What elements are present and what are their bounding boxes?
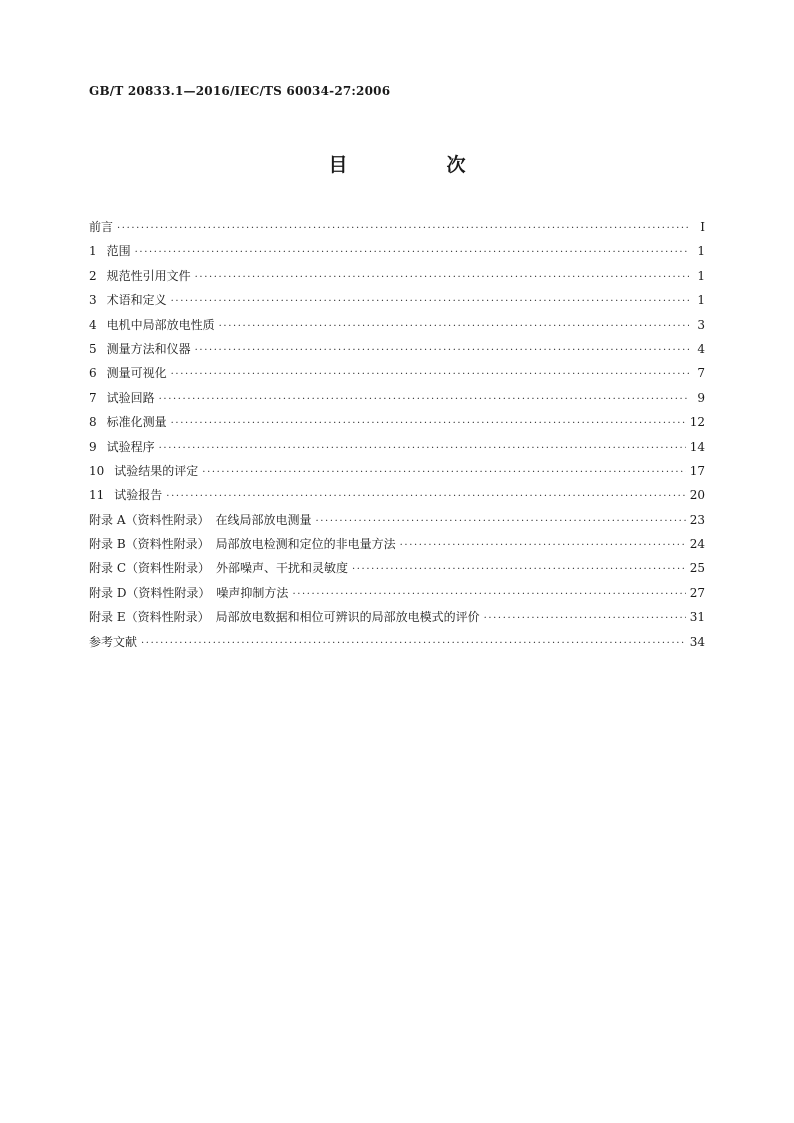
toc-leader-dots <box>141 632 686 656</box>
toc-entry-annex-c[interactable] <box>89 556 705 580</box>
toc-leader-dots <box>219 315 689 339</box>
toc-page-number: 1 <box>697 244 705 259</box>
toc-entry-annex-a[interactable] <box>89 508 705 532</box>
toc-leader-dots <box>135 241 689 265</box>
toc-entry-label: 附录 B（资料性附录） 局部放电检测和定位的非电量方法 <box>89 537 396 552</box>
toc-page-number: 12 <box>689 415 705 430</box>
toc-entry[interactable] <box>89 239 705 263</box>
page-title: 目 次 <box>328 154 506 176</box>
toc-leader-dots <box>117 217 689 241</box>
toc-page-number: 17 <box>689 463 705 478</box>
toc-leader-dots <box>166 485 685 509</box>
toc-page-number: 7 <box>697 366 705 381</box>
toc-leader-dots <box>202 461 685 485</box>
toc-page-number: 3 <box>697 317 705 332</box>
toc-entry-annex-d[interactable] <box>89 581 705 605</box>
toc-entry-label: 附录 E（资料性附录） 局部放电数据和相位可辨识的局部放电模式的评价 <box>89 610 480 625</box>
toc-entry[interactable] <box>89 215 705 239</box>
toc-entry-label: 9 试验程序 <box>89 439 155 454</box>
toc-entry[interactable] <box>89 264 705 288</box>
toc-page-number: 9 <box>697 390 705 405</box>
toc-entry[interactable] <box>89 361 705 385</box>
toc-leader-dots <box>292 583 685 607</box>
toc-page-number: 20 <box>689 488 705 503</box>
toc-leader-dots <box>195 266 689 290</box>
toc-entry[interactable] <box>89 313 705 337</box>
toc-leader-dots <box>315 510 685 534</box>
toc-leader-dots <box>171 412 686 436</box>
toc-entry-label: 11 试验报告 <box>89 488 163 503</box>
toc-page-number: 1 <box>697 293 705 308</box>
toc-page-number: 23 <box>689 512 705 527</box>
toc-entry[interactable] <box>89 337 705 361</box>
toc-page-number: 27 <box>689 585 705 600</box>
toc-entry-label: 3 术语和定义 <box>89 293 167 308</box>
toc-leader-dots <box>400 534 686 558</box>
toc-entry-label: 7 试验回路 <box>89 390 155 405</box>
toc-page-number: 31 <box>689 610 705 625</box>
toc-page-number: 4 <box>697 341 705 356</box>
toc-page-number: 34 <box>689 634 705 649</box>
toc-entry[interactable] <box>89 410 705 434</box>
toc-page-number: 24 <box>689 537 705 552</box>
toc-entry[interactable] <box>89 483 705 507</box>
toc-entry-label: 附录 A（资料性附录） 在线局部放电测量 <box>89 512 312 527</box>
toc-entry[interactable] <box>89 386 705 410</box>
toc-leader-dots <box>171 363 689 387</box>
toc-entry-label: 附录 C（资料性附录） 外部噪声、干扰和灵敏度 <box>89 561 348 576</box>
toc-leader-dots <box>159 437 686 461</box>
toc-leader-dots <box>171 290 689 314</box>
toc-entry-bibliography[interactable] <box>89 630 705 654</box>
toc-entry-label: 前言 <box>89 220 114 234</box>
toc-entry[interactable] <box>89 435 705 459</box>
toc-leader-dots <box>484 607 686 631</box>
standard-code-header: GB/T 20833.1—2016/IEC/TS 60034-27:2006 <box>89 84 391 98</box>
toc-entry-label: 2 规范性引用文件 <box>89 268 191 283</box>
toc-entry-label: 6 测量可视化 <box>89 366 167 381</box>
table-of-contents <box>89 215 705 654</box>
toc-entry[interactable] <box>89 459 705 483</box>
toc-leader-dots <box>159 388 689 412</box>
toc-entry-label: 附录 D（资料性附录） 噪声抑制方法 <box>89 585 289 600</box>
toc-page-number: 1 <box>697 268 705 283</box>
toc-entry[interactable] <box>89 288 705 312</box>
toc-page-number: 25 <box>689 561 705 576</box>
toc-entry-annex-b[interactable] <box>89 532 705 556</box>
toc-entry-label: 10 试验结果的评定 <box>89 463 199 478</box>
toc-entry-label: 1 范围 <box>89 244 131 259</box>
toc-leader-dots <box>195 339 689 363</box>
toc-entry-annex-e[interactable] <box>89 605 705 629</box>
toc-entry-label: 5 测量方法和仪器 <box>89 341 191 356</box>
toc-page-number: 14 <box>689 439 705 454</box>
toc-leader-dots <box>352 558 686 582</box>
toc-entry-label: 4 电机中局部放电性质 <box>89 317 215 332</box>
toc-page-number: Ⅰ <box>700 220 705 234</box>
toc-entry-label: 参考文献 <box>89 634 138 649</box>
toc-entry-label: 8 标准化测量 <box>89 415 167 430</box>
